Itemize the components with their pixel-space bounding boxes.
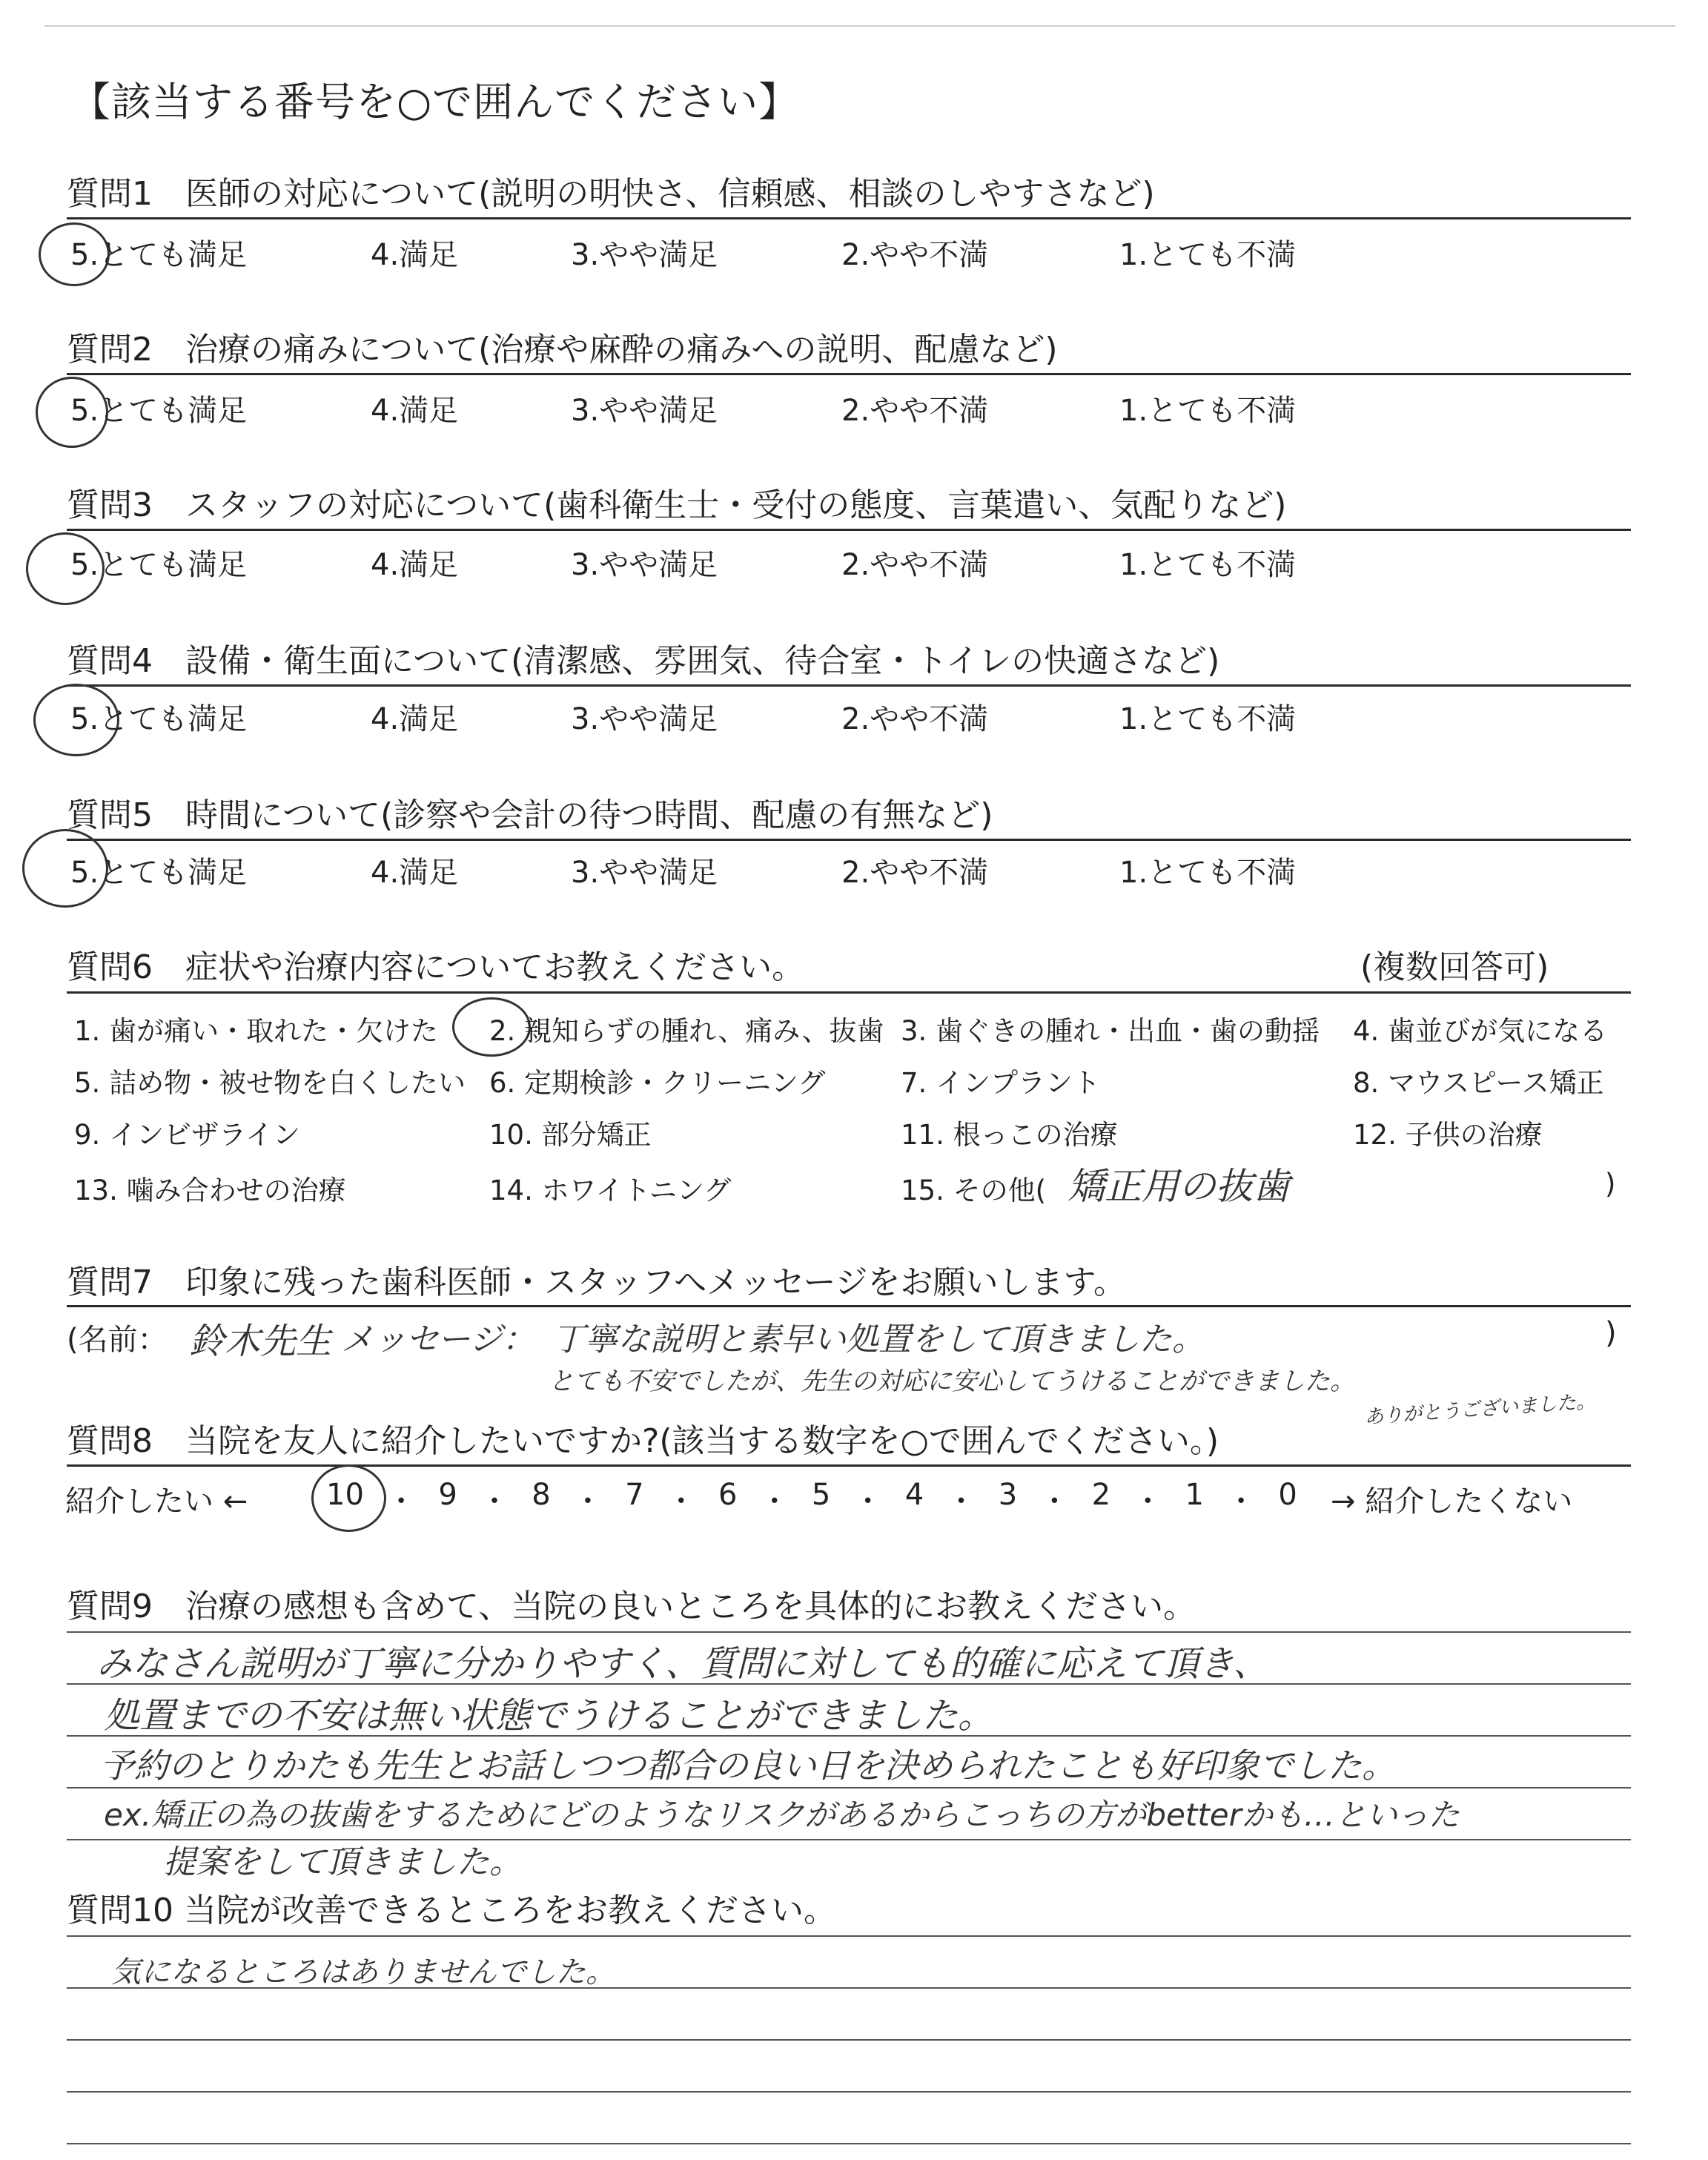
q9-answer-line-3[interactable]: 予約のとりかたも先生とお話しつつ都合の良い日を決められたことも好印象でした。 [100, 1745, 1396, 1786]
q6-option-15[interactable]: 15. その他( [901, 1175, 1047, 1206]
scale-dot: ・ [386, 1484, 417, 1519]
scale-0[interactable]: 0 [1278, 1478, 1297, 1512]
scale-3[interactable]: 3 [998, 1478, 1018, 1512]
q7-name-label: (名前： [67, 1323, 168, 1357]
q6-option-4[interactable]: 4. 歯並びが気になる [1353, 1015, 1608, 1047]
option-2[interactable]: 2.やや不満 [841, 702, 989, 736]
scale-dot: ・ [480, 1484, 510, 1519]
option-4[interactable]: 4.満足 [371, 238, 459, 272]
q6-option-8[interactable]: 8. マウスピース矯正 [1353, 1067, 1604, 1099]
scale-5[interactable]: 5 [811, 1478, 831, 1512]
question-5-title: 質問5 時間について(診察や会計の待つ時間、配慮の有無など) [67, 796, 993, 834]
q6-option-11[interactable]: 11. 根っこの治療 [901, 1119, 1118, 1151]
q7-name-value[interactable]: 鈴木先生 [189, 1321, 332, 1362]
scale-dot: ・ [946, 1484, 976, 1519]
q6-option-15-close: ) [1605, 1168, 1616, 1200]
scan-edge [44, 25, 1675, 27]
option-3[interactable]: 3.やや満足 [571, 394, 718, 428]
scale-1[interactable]: 1 [1185, 1478, 1204, 1512]
q6-option-3[interactable]: 3. 歯ぐきの腫れ・出血・歯の動揺 [901, 1015, 1320, 1047]
option-3[interactable]: 3.やや満足 [571, 238, 718, 272]
scale-dot: ・ [572, 1484, 603, 1519]
answer-line [67, 2039, 1631, 2041]
q9-answer-line-4[interactable]: ex.矯正の為の抜歯をするためにどのようなリスクがあるからこっちの方がbetterかも…といった [104, 1797, 1460, 1833]
q8-right-label: → 紹介したくない [1331, 1484, 1573, 1519]
q7-message-line3[interactable]: ありがとうございました。 [1363, 1390, 1596, 1429]
q6-option-14[interactable]: 14. ホワイトニング [489, 1175, 732, 1206]
question-1-rule [67, 217, 1631, 219]
q6-option-13[interactable]: 13. 噛み合わせの治療 [74, 1175, 346, 1206]
q6-option-10[interactable]: 10. 部分矯正 [489, 1119, 652, 1151]
q7-message-label: メッセージ： [341, 1321, 535, 1358]
question-6-title: 質問6 症状や治療内容についてお教えください。 [67, 948, 805, 986]
option-5[interactable]: 5.とても満足 [70, 702, 248, 736]
answer-line [67, 1935, 1631, 1937]
option-4[interactable]: 4.満足 [371, 856, 459, 890]
q7-close: ) [1605, 1316, 1617, 1350]
question-1-title: 質問1 医師の対応について(説明の明快さ、信頼感、相談のしやすさなど) [67, 175, 1155, 213]
answer-line [67, 2091, 1631, 2093]
q6-option-9[interactable]: 9. インビザライン [74, 1119, 300, 1151]
q10-answer[interactable]: 気になるところはありませんでした。 [111, 1955, 615, 1989]
scale-dot: ・ [1133, 1484, 1163, 1519]
scale-2[interactable]: 2 [1091, 1478, 1111, 1512]
scale-8[interactable]: 8 [532, 1478, 551, 1512]
question-6-note: (複数回答可) [1360, 948, 1549, 986]
option-4[interactable]: 4.満足 [371, 394, 459, 428]
scale-4[interactable]: 4 [904, 1478, 924, 1512]
q9-answer-line-1[interactable]: みなさん説明が丁寧に分かりやすく、質問に対しても的確に応えて頂き、 [96, 1643, 1269, 1685]
option-1[interactable]: 1.とても不満 [1119, 856, 1297, 890]
scale-dot: ・ [853, 1484, 883, 1519]
option-2[interactable]: 2.やや不満 [841, 394, 989, 428]
option-1[interactable]: 1.とても不満 [1119, 238, 1297, 272]
option-3[interactable]: 3.やや満足 [571, 548, 718, 582]
q6-other-answer[interactable]: 矯正用の抜歯 [1068, 1165, 1290, 1208]
question-9-title: 質問9 治療の感想も含めて、当院の良いところを具体的にお教えください。 [67, 1588, 1196, 1625]
option-4[interactable]: 4.満足 [371, 702, 459, 736]
q9-answer-line-5[interactable]: 提案をして頂きました。 [163, 1843, 522, 1881]
q6-option-12[interactable]: 12. 子供の治療 [1353, 1119, 1543, 1151]
question-3-title: 質問3 スタッフの対応について(歯科衛生士・受付の態度、言葉遣い、気配りなど) [67, 486, 1287, 524]
option-5[interactable]: 5.とても満足 [70, 394, 248, 428]
option-1[interactable]: 1.とても不満 [1119, 548, 1297, 582]
scale-10[interactable]: 10 [326, 1478, 364, 1512]
option-4[interactable]: 4.満足 [371, 548, 459, 582]
q9-answer-line-2[interactable]: 処置までの不安は無い状態でうけることができました。 [104, 1695, 994, 1737]
question-4-rule [67, 684, 1631, 687]
question-7-rule [67, 1305, 1631, 1307]
scale-dot: ・ [666, 1484, 696, 1519]
option-2[interactable]: 2.やや不満 [841, 548, 989, 582]
question-6-rule [67, 991, 1631, 994]
answer-line [67, 2143, 1631, 2144]
question-8-rule [67, 1464, 1631, 1467]
q6-option-6[interactable]: 6. 定期検診・クリーニング [489, 1067, 826, 1099]
question-2-title: 質問2 治療の痛みについて(治療や麻酔の痛みへの説明、配慮など) [67, 331, 1058, 369]
question-5-rule [67, 839, 1631, 841]
option-5[interactable]: 5.とても満足 [70, 238, 248, 272]
form-heading: 【該当する番号を○で囲んでください】 [70, 79, 800, 125]
q7-message-line2[interactable]: とても不安でしたが、先生の対応に安心してうけることができました。 [549, 1367, 1355, 1396]
q6-option-1[interactable]: 1. 歯が痛い・取れた・欠けた [74, 1015, 439, 1047]
question-3-rule [67, 529, 1631, 531]
answer-line [67, 1631, 1631, 1633]
q8-scale [326, 1478, 1297, 1520]
option-1[interactable]: 1.とても不満 [1119, 702, 1297, 736]
option-5[interactable]: 5.とても満足 [70, 856, 248, 890]
question-2-rule [67, 373, 1631, 375]
scale-6[interactable]: 6 [718, 1478, 738, 1512]
q8-left-label: 紹介したい ← [65, 1484, 248, 1519]
scale-dot: ・ [759, 1484, 790, 1519]
q6-option-2[interactable]: 2. 親知らずの腫れ、痛み、抜歯 [489, 1015, 884, 1047]
scale-dot: ・ [1226, 1484, 1257, 1519]
option-2[interactable]: 2.やや不満 [841, 856, 989, 890]
question-4-title: 質問4 設備・衛生面について(清潔感、雰囲気、待合室・トイレの快適さなど) [67, 642, 1220, 680]
option-3[interactable]: 3.やや満足 [571, 702, 718, 736]
option-2[interactable]: 2.やや不満 [841, 238, 989, 272]
option-5[interactable]: 5.とても満足 [70, 548, 248, 582]
option-1[interactable]: 1.とても不満 [1119, 394, 1297, 428]
question-7-title: 質問7 印象に残った歯科医師・スタッフへメッセージをお願いします。 [67, 1264, 1126, 1301]
option-3[interactable]: 3.やや満足 [571, 856, 718, 890]
scale-7[interactable]: 7 [625, 1478, 644, 1512]
question-10-title: 質問10 当院が改善できるところをお教えください。 [67, 1892, 836, 1929]
scale-9[interactable]: 9 [438, 1478, 457, 1512]
question-8-title: 質問8 当院を友人に紹介したいですか?(該当する数字を○で囲んでください。) [67, 1422, 1219, 1460]
q7-message-line1[interactable]: 丁寧な説明と素早い処置をして頂きました。 [552, 1321, 1205, 1358]
scale-dot: ・ [1039, 1484, 1070, 1519]
q6-option-5[interactable]: 5. 詰め物・被せ物を白くしたい [74, 1067, 466, 1099]
q6-option-7[interactable]: 7. インプラント [901, 1067, 1101, 1099]
